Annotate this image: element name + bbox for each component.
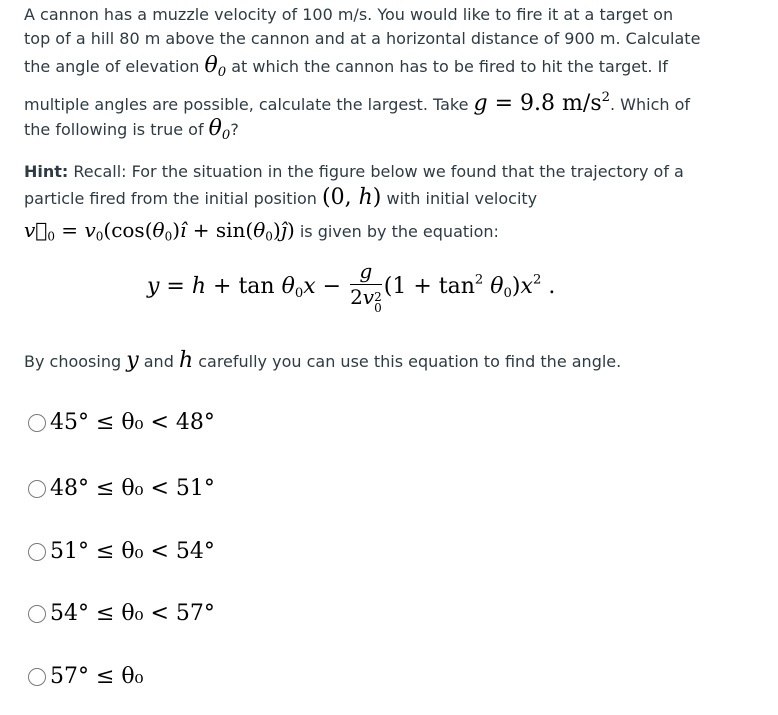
answer-option-1[interactable]: 45° ≤ θ₀ < 48° xyxy=(28,410,215,440)
question-line-2: top of a hill 80 m above the cannon and at a horizontal distance of 900 m. Calculate xyxy=(24,29,701,48)
radio-button[interactable] xyxy=(28,605,46,623)
hint-line-1: Hint: Recall: For the situation in the figure below we found that the trajectory of a xyxy=(24,162,684,181)
answer-option-5[interactable]: 57° ≤ θ₀ xyxy=(28,664,143,694)
instruction-line: By choosing y and h carefully you can use this equation to find the angle. xyxy=(24,348,622,373)
radio-button[interactable] xyxy=(28,414,46,432)
radio-button[interactable] xyxy=(28,480,46,498)
velocity-vector: $v⃗_0$ = $v_0(\cos(\theta_0)ı̂$ + $\sin(\theta_0)ȷ̂$) xyxy=(24,218,295,244)
question-line-3: the angle of elevation $\theta_0$ at which the cannon has to be fired to hit the target. If xyxy=(24,53,668,80)
question-line-1: A cannon has a muzzle velocity of 100 m/s. You would like to fire it at a target on xyxy=(24,5,674,24)
hint-line-2: particle fired from the initial position (0, h) with initial velocity xyxy=(24,185,538,210)
answer-option-2[interactable]: 48° ≤ θ₀ < 51° xyxy=(28,476,215,506)
theta0-symbol: $\theta_0$ xyxy=(204,53,227,80)
radio-button[interactable] xyxy=(28,543,46,561)
answer-option-4[interactable]: 54° ≤ θ₀ < 57° xyxy=(28,601,215,631)
gravity-expression: g = 9.8 $m/s^2$ xyxy=(473,90,610,117)
question-line-5: the following is true of $\theta_0$? xyxy=(24,116,239,143)
radio-button[interactable] xyxy=(28,668,46,686)
answer-option-3[interactable]: 51° ≤ θ₀ < 54° xyxy=(28,539,215,569)
question-line-4: multiple angles are possible, calculate the largest. Take g = 9.8 $m/s^2$. Which of xyxy=(24,90,691,117)
initial-position: (0, h) xyxy=(322,185,382,210)
trajectory-equation: $y = h + \tan \theta_0x$ − g 2v 2 0 $(1 + \tan^2 \theta_0)x^2$ . xyxy=(147,259,556,315)
hint-line-3: $v⃗_0$ = $v_0(\cos(\theta_0)ı̂$ + $\sin(\theta_0)ȷ̂$) is given by the equation: xyxy=(24,218,499,244)
